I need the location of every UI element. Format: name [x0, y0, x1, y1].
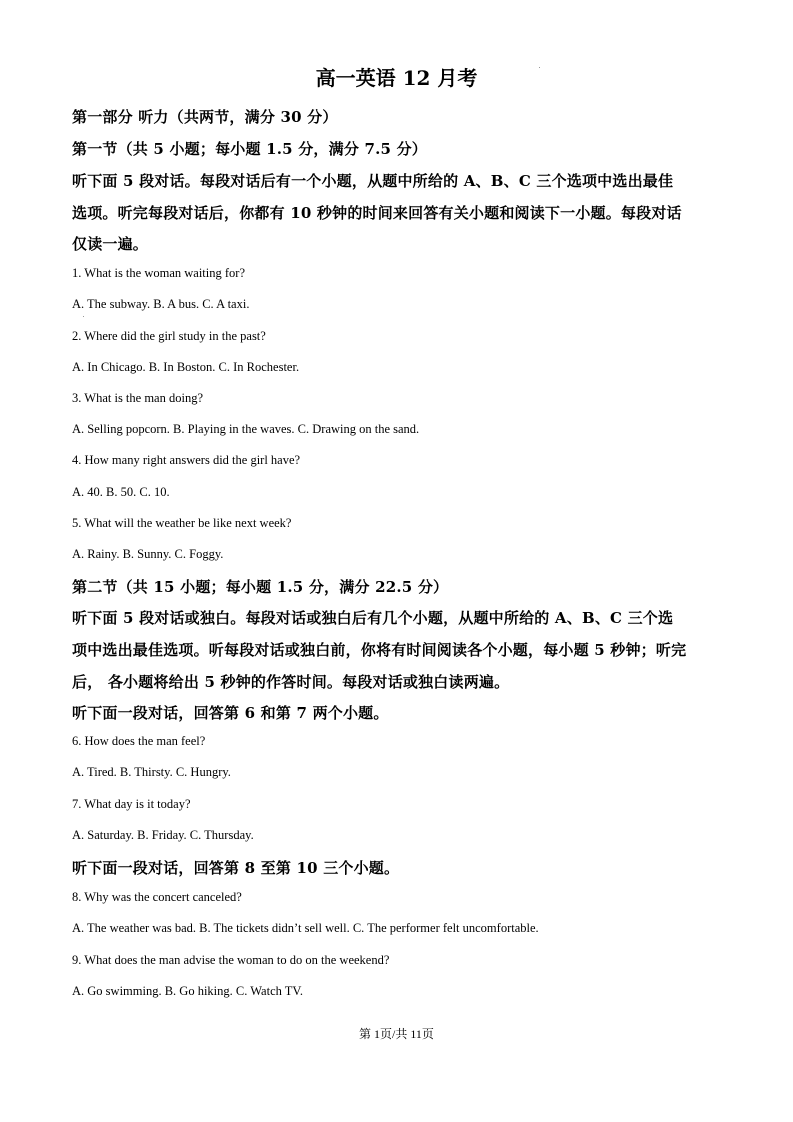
page-footer: 第 1页/共 11页	[359, 1027, 434, 1041]
options-9: A. Go swimming. B. Go hiking. C. Watch TV.	[72, 984, 303, 998]
question-9: 9. What does the man advise the woman to do on the weekend?	[72, 953, 390, 967]
section2-heading: 第二节（共 15 小题；每小题 1.5 分，满分 22.5 分）	[72, 578, 449, 596]
section1-instruction-line: 仅读一遍。	[72, 235, 149, 253]
part1-heading: 第一部分 听力（共两节，满分 30 分）	[72, 108, 338, 126]
section2-instruction-line: 听下面 5 段对话或独白。每段对话或独白后有几个小题，从题中所给的 A、B、C 三个选	[72, 609, 674, 627]
question-4: 4. How many right answers did the girl have?	[72, 453, 301, 467]
group2-intro: 听下面一段对话，回答第 8 至第 10 三个小题。	[72, 859, 400, 877]
question-1: 1. What is the woman waiting for?	[72, 266, 245, 280]
section1-instruction-line: 选项。听完每段对话后，你都有 10 秒钟的时间来回答有关小题和阅读下一小题。每段对话	[72, 204, 682, 222]
section1-instruction-line: 听下面 5 段对话。每段对话后有一个小题，从题中所给的 A、B、C 三个选项中选出最佳	[72, 172, 674, 190]
options-6: A. Tired. B. Thirsty. C. Hungry.	[72, 765, 231, 779]
scan-speck	[83, 316, 84, 317]
section1-heading: 第一节（共 5 小题；每小题 1.5 分，满分 7.5 分）	[72, 140, 427, 158]
page-title: 高一英语 12 月考	[315, 66, 478, 90]
options-3: A. Selling popcorn. B. Playing in the waves. C. Drawing on the sand.	[72, 422, 420, 436]
group1-intro: 听下面一段对话，回答第 6 和第 7 两个小题。	[72, 704, 389, 722]
question-2: 2. Where did the girl study in the past?	[72, 329, 266, 343]
options-1: A. The subway. B. A bus. C. A taxi.	[72, 297, 250, 311]
question-7: 7. What day is it today?	[72, 797, 191, 811]
question-5: 5. What will the weather be like next week?	[72, 516, 292, 530]
options-2: A. In Chicago. B. In Boston. C. In Rochester.	[72, 360, 300, 374]
scan-speck	[539, 67, 540, 68]
question-3: 3. What is the man doing?	[72, 391, 203, 405]
section2-instruction-line: 项中选出最佳选项。听每段对话或独白前，你将有时间阅读各个小题，每小题 5 秒钟；听完	[72, 641, 687, 659]
options-7: A. Saturday. B. Friday. C. Thursday.	[72, 828, 254, 842]
options-8: A. The weather was bad. B. The tickets didn’t sell well. C. The performer felt uncomfortable.	[72, 921, 539, 935]
options-4: A. 40. B. 50. C. 10.	[72, 485, 170, 499]
section2-instruction-line: 后， 各小题将给出 5 秒钟的作答时间。每段对话或独白读两遍。	[72, 673, 510, 691]
question-6: 6. How does the man feel?	[72, 734, 206, 748]
options-5: A. Rainy. B. Sunny. C. Foggy.	[72, 547, 224, 561]
question-8: 8. Why was the concert canceled?	[72, 890, 242, 904]
